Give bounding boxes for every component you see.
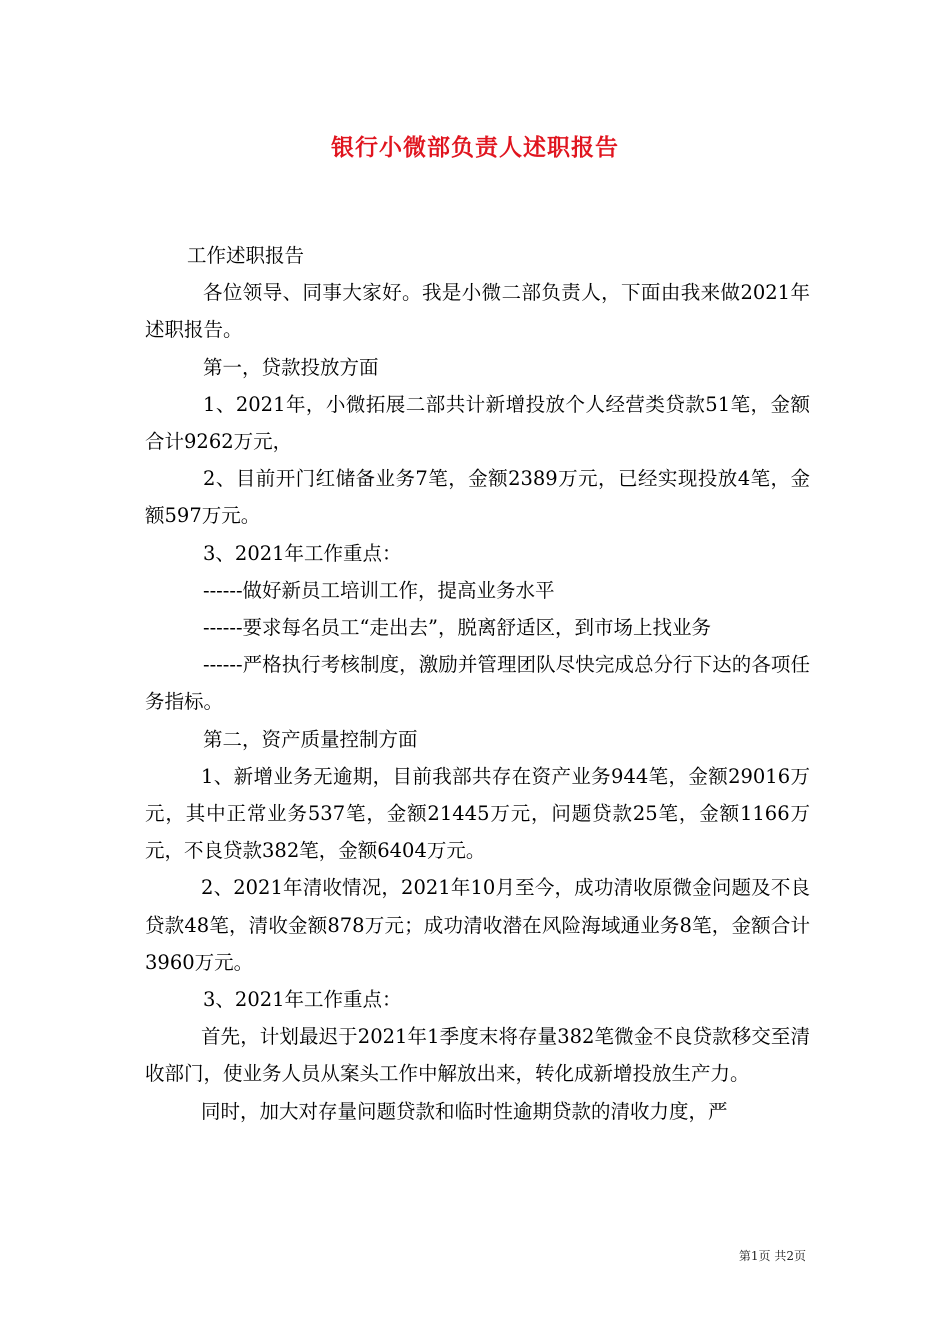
paragraph-bullet: ------严格执行考核制度，激励并管理团队尽快完成总分行下达的各项任务指标。 xyxy=(145,653,810,714)
paragraph-heading: 工作述职报告 xyxy=(187,244,305,267)
paragraph-section-heading: 第二，资产质量控制方面 xyxy=(203,727,418,751)
paragraph: 首先，计划最迟于2021年1季度末将存量382笔微金不良贷款移交至清收部门，使业务人员从案头工作中解放出来，转化成新增投放生产力。 xyxy=(145,1025,810,1086)
paragraph: 同时，加大对存量问题贷款和临时性逾期贷款的清收力度，严 xyxy=(201,1099,728,1123)
paragraph: 各位领导、同事大家好。我是小微二部负责人，下面由我来做2021年述职报告。 xyxy=(145,281,810,342)
paragraph: 1、2021年，小微拓展二部共计新增投放个人经营类贷款51笔，金额合计9262万元， xyxy=(145,392,810,454)
paragraph: 1、新增业务无逾期，目前我部共存在资产业务944笔，金额29016万元，其中正常业务537笔，金额21445万元，问题贷款25笔，金额1166万元，不良贷款382笔，金额6404万元。 xyxy=(145,764,810,863)
page-number: 第1页 共2页 xyxy=(738,1249,806,1263)
paragraph: 3、2021年工作重点： xyxy=(203,988,402,1012)
paragraph: 2、目前开门红储备业务7笔，金额2389万元，已经实现投放4笔，金额597万元。 xyxy=(145,467,810,528)
paragraph-bullet: ------要求每名员工“走出去”，脱离舒适区，到市场上找业务 xyxy=(203,616,711,640)
paragraph-section-heading: 第一，贷款投放方面 xyxy=(203,355,379,379)
paragraph: 3、2021年工作重点： xyxy=(203,541,402,565)
paragraph: 2、2021年清收情况，2021年10月至今，成功清收原微金问题及不良贷款48笔，清收金额878万元；成功清收潜在风险海域通业务8笔，金额合计3960万元。 xyxy=(145,876,810,974)
paragraph-bullet: ------做好新员工培训工作，提高业务水平 xyxy=(203,578,555,602)
document-body xyxy=(145,237,810,1130)
document-title: 银行小微部负责人述职报告 xyxy=(331,134,619,161)
